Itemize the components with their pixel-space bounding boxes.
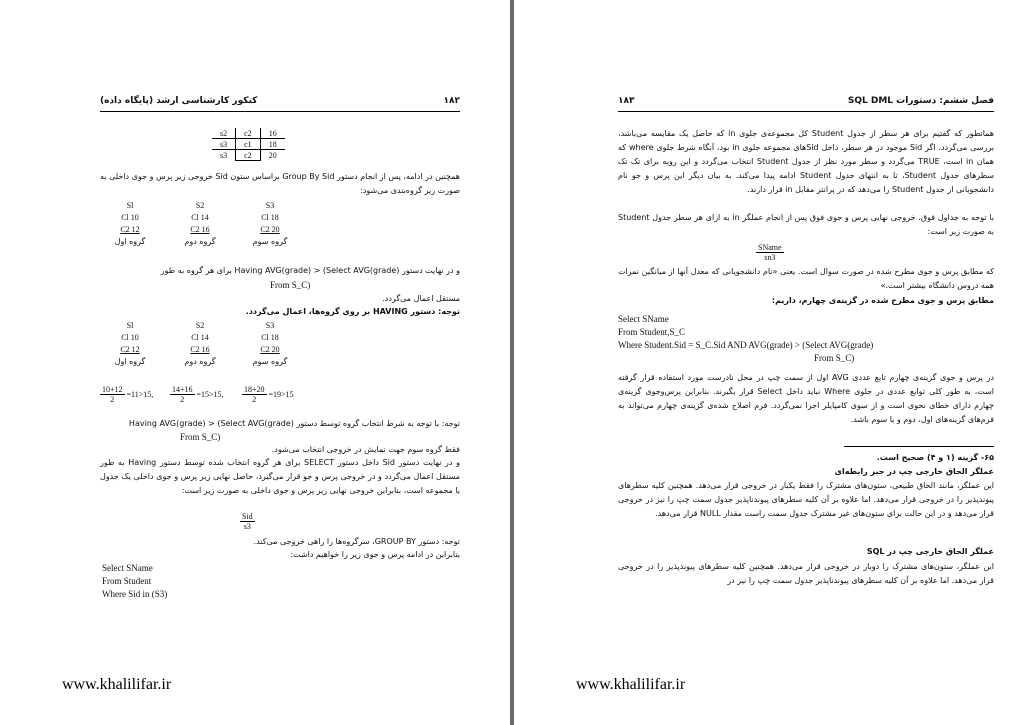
table-cell: 16 [268, 128, 277, 138]
page-number: ۱۸۲ [443, 96, 460, 106]
fraction-den: 2 [180, 395, 185, 404]
fraction-rest: =19>15 [268, 390, 294, 399]
sid-fraction [240, 512, 255, 531]
group-row: C2 16 [190, 225, 210, 234]
group-row: Cl 14 [191, 333, 209, 342]
group-block [100, 320, 160, 368]
group-label: گروه سوم [252, 237, 288, 246]
fraction-den: 2 [252, 395, 257, 404]
fraction-den: sn3 [764, 253, 776, 262]
group-block [100, 200, 160, 248]
group-head: Sl [126, 321, 134, 330]
heading: عملگر الحاق خارجی چپ در SQL [866, 547, 994, 556]
group-label: گروه اول [114, 357, 146, 366]
group-row: Cl 18 [261, 333, 279, 342]
code-line: Where Sid in (S3) [102, 589, 168, 599]
table-cell: 18 [260, 139, 285, 150]
note: توجه: دستور HAVING بر روی گروه‌ها، اعمال می‌گردد. [245, 307, 460, 316]
group-head: S2 [195, 321, 205, 330]
code-line: Select SName [618, 314, 669, 324]
right-page [514, 0, 1024, 725]
fraction-den: s3 [243, 522, 251, 531]
fraction-num: 18+20 [244, 385, 265, 394]
group-label: گروه دوم [184, 357, 216, 366]
group-block [240, 320, 300, 368]
paragraph: با توجه به جداول فوق، خروجی نهایی پرس و جوی فوق پس از انجام عملگر in به ازای هر سطر جدول Student به صورت زیر است: [618, 213, 994, 236]
footer-url[interactable]: www.khalilifar.ir [62, 676, 172, 693]
header-title: فصل ششم: دستورات SQL DML [847, 96, 994, 106]
group-block [240, 200, 300, 248]
paragraph: که مطابق پرس و جوی مطرح شده در صورت سوال است. یعنی «نام دانشجویانی که معدل آنها از میانگین نمرات همه دروس دانشگاه بیشتر است.» [618, 267, 994, 290]
table-row [212, 150, 285, 161]
fraction-rest: =15>15, [196, 390, 224, 399]
note: توجه: با توجه به شرط انتخاب گروه توسط دستور Having AVG(grade) > (Select AVG(grade) [128, 419, 460, 428]
group-label: گروه سوم [252, 357, 288, 366]
group-row: C2 20 [260, 345, 280, 354]
group-head: Sl [126, 201, 134, 210]
code-line: From Student [102, 576, 152, 586]
paragraph: این عملگر، ستون‌های مشترک را دوبار در خروجی قرار می‌دهد. همچنین کلیه سطرهای پیوندپذیر را در خروجی قرار می‌دهد. اما علاوه بر آن کلیه سطرهای پیوندناپذیر جدول سمت چپ را نیز در [618, 562, 994, 585]
group-row: Cl 18 [261, 213, 279, 222]
fraction-num: 10+12 [102, 385, 123, 394]
table-cell: c2 [236, 150, 261, 161]
table-cell: c2 [236, 128, 261, 139]
grade-table [212, 128, 285, 161]
paragraph: و در نهایت دستور Sid داخل دستور SELECT برای هر گروه انتخاب شده توسط دستور Having به طور مستقل اعمال می‌گردد و در خروجی پرس و جو قرار می‌گیرد، حاصل نهایی زیر پرس و جوی داخلی یک جدول یا مجموعه است، بنابراین خروجی نهایی زیر پرس و جوی داخلی به صورت زیر است: [100, 458, 460, 495]
heading: ۶۵- گزینه (۱ و ۴) صحیح است. [876, 453, 994, 462]
fraction [170, 385, 224, 404]
header-rule [100, 111, 460, 112]
group-head: S3 [265, 321, 275, 330]
fraction-num: SName [758, 243, 782, 252]
code-line: Where Student.Sid = S_C.Sid AND AVG(grade) > (Select AVG(grade) [618, 340, 874, 350]
code-block [102, 562, 167, 601]
code-line: Select SName [102, 563, 153, 573]
note: توجه: دستور GROUP BY، سرگروه‌ها را راهی خروجی می‌کند. [253, 537, 460, 546]
heading: مطابق پرس و جوی مطرح شده در گزینه‌ی چهارم، داریم: [771, 296, 994, 305]
table-cell: s2 [220, 128, 228, 138]
header-title: کنکور کارشناسی ارشد (پایگاه داده) [100, 96, 258, 106]
table-row [212, 139, 285, 150]
group-row: C2 20 [260, 225, 280, 234]
fraction-den: 2 [110, 395, 115, 404]
group-label: گروه دوم [184, 237, 216, 246]
table-cell: c1 [236, 139, 261, 150]
group-row: Cl 10 [121, 213, 139, 222]
paragraph: بنابراین در ادامه پرس و جوی زیر را خواهیم داشت: [290, 550, 460, 559]
code-line: From Student,S_C [618, 327, 686, 337]
page-number: ۱۸۳ [618, 96, 635, 106]
group-block [170, 200, 230, 248]
group-head: S2 [195, 201, 205, 210]
group-head: S3 [265, 201, 275, 210]
fraction [242, 385, 294, 404]
divider [844, 446, 994, 447]
heading: عملگر الحاق خارجی چپ در جبر رابطه‌ای [834, 467, 994, 476]
paragraph: این عملگر، مانند الحاق طبیعی، ستون‌های مشترک را فقط یکبار در خروجی قرار می‌دهد. همچنین کلیه سطرهای پیوندپذیر را در خروجی قرار می‌دهد. اما علاوه بر آن کلیه سطرهای پیوندناپذیر جدول سمت چپ را نیز در خروجی قرار می‌دهد و در این حالت برای ستون‌های غیر مشترک جدول سمت راست مقدار NULL قرار می‌دهد. [618, 481, 994, 518]
fraction-rest: =11>15, [126, 390, 154, 399]
table-row [212, 128, 285, 139]
fraction [100, 385, 153, 404]
code-fragment: From S_C) [180, 432, 221, 442]
group-row: C2 12 [120, 225, 140, 234]
paragraph: و در نهایت دستور Having AVG(grade) > (Select AVG(grade) برای هر گروه به طور [160, 266, 460, 275]
footer-url[interactable]: www.khalilifar.ir [576, 676, 686, 693]
group-row: Cl 10 [121, 333, 139, 342]
code-fragment: From S_C) [270, 280, 311, 290]
fraction-num: Sid [242, 512, 253, 521]
paragraph: مستقل اعمال می‌گردد. [382, 294, 460, 303]
left-page [0, 0, 510, 725]
code-line: From S_C) [814, 353, 855, 363]
header-rule [618, 111, 994, 112]
group-row: Cl 14 [191, 213, 209, 222]
table-cell: s3 [212, 150, 236, 161]
table-cell: s3 [212, 139, 236, 150]
paragraph: فقط گروه سوم جهت نمایش در خروجی انتخاب می‌شود. [271, 445, 460, 454]
group-block [170, 320, 230, 368]
paragraph: در پرس و جوی گزینه‌ی چهارم تابع عددی AVG اول از سمت چپ در محل نادرست مورد استفاده قرار گرفته است، به طور کلی توابع عددی در جلوی Where نباید داخل Select قرار بگیرند. بنابراین پرس‌وجوی گزینه‌ی چهارم دارای خطای نحوی است و از سوی کامپایلر اجرا نمی‌گردد. فرم اصلاح شده‌ی گزینه‌ی چهارم می‌تواند به فرم‌های گزینه‌های اول، دوم و یا سوم باشد. [618, 373, 995, 424]
fraction-num: 14+16 [172, 385, 193, 394]
paragraph: همچنین در ادامه، پس از انجام دستور Group By Sid براساس ستون Sid خروجی زیر پرس و جوی داخلی به صورت زیر گروه‌بندی می‌شود: [100, 172, 461, 195]
code-block [618, 313, 873, 365]
group-label: گروه اول [114, 237, 146, 246]
group-row: C2 12 [120, 345, 140, 354]
table-cell: 20 [260, 150, 285, 161]
paragraph: همانطور که گفتیم برای هر سطر از جدول Student کل مجموعه‌ی جلوی in که حاصل یک مقایسه می‌باشد، بررسی می‌گردد، اگر Sid موجود در هر سطر، داخل Sidهای مجموعه جلوی in بود، آنگاه شرط جلوی where که همان in است، TRUE می‌گردد و سطر مورد نظر از جدول Student انتخاب می‌گردد و این رویه برای تک تک سطرهای جدول Student، تا به انتهای جدول Student ادامه پیدا می‌کند. به بیان دیگر این پرس و جو نام دانشجویانی از جدول Student را می‌دهد که در پرانتز مقابل in قرار دارند. [618, 129, 995, 194]
group-row: C2 16 [190, 345, 210, 354]
sname-fraction [756, 243, 784, 262]
